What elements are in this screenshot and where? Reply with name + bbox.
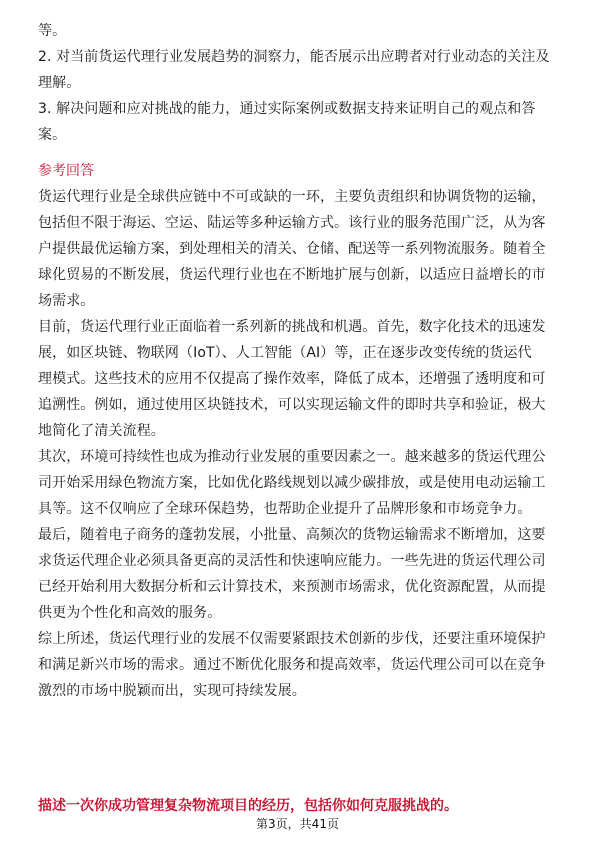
text-line: 具等。这不仅响应了全球环保趋势，也帮助企业提升了品牌形象和市场竞争力。 (38, 501, 532, 517)
text-line: 追溯性。例如，通过使用区块链技术，可以实现运输文件的即时共享和验证，极大 (38, 397, 546, 413)
intro-criteria (38, 18, 560, 148)
text-line: 场需求。 (38, 293, 95, 309)
text-line: 和满足新兴市场的需求。通过不断优化服务和提高效率，货运代理公司可以在竞争 (38, 657, 546, 673)
answer-paragraph (38, 444, 560, 522)
answer-paragraph (38, 522, 560, 626)
text-line: 理解。 (38, 75, 81, 91)
page-content (38, 18, 560, 704)
text-line: 综上所述，货运代理行业的发展不仅需要紧跟技术创新的步伐，还要注重环境保护 (38, 631, 546, 647)
text-line: 已经开始利用大数据分析和云计算技术，来预测市场需求，优化资源配置，从而提 (38, 579, 546, 595)
text-line: 案。 (38, 127, 67, 143)
text-line: 包括但不限于海运、空运、陆运等多种运输方式。该行业的服务范围广泛，从为客 (38, 215, 546, 231)
text-line: 求货运代理企业必须具备更高的灵活性和快速响应能力。一些先进的货运代理公司 (38, 553, 546, 569)
text-line: 2. 对当前货运代理行业发展趋势的洞察力，能否展示出应聘者对行业动态的关注及 (38, 49, 550, 65)
text-line: 户提供最优运输方案，到处理相关的清关、仓储、配送等一系列物流服务。随着全 (38, 241, 546, 257)
next-question: 描述一次你成功管理复杂物流项目的经历，包括你如何克服挑战的。 (38, 798, 458, 814)
text-line: 地简化了清关流程。 (38, 423, 165, 439)
text-line: 展，如区块链、物联网（IoT）、人工智能（AI）等，正在逐步改变传统的货运代 (38, 345, 532, 361)
answer-paragraph (38, 184, 560, 314)
text-line: 目前，货运代理行业正面临着一系列新的挑战和机遇。首先，数字化技术的迅速发 (38, 319, 546, 335)
text-line: 司开始采用绿色物流方案，比如优化路线规划以减少碳排放，或是使用电动运输工 (38, 475, 546, 491)
text-line: 等。 (38, 23, 67, 39)
text-line: 球化贸易的不断发展，货运代理行业也在不断地扩展与创新，以适应日益增长的市 (38, 267, 546, 283)
answer-paragraph (38, 314, 560, 444)
text-line: 理模式。这些技术的应用不仅提高了操作效率，降低了成本，还增强了透明度和可 (38, 371, 546, 387)
text-line: 货运代理行业是全球供应链中不可或缺的一环，主要负责组织和协调货物的运输， (38, 189, 546, 205)
text-line: 其次，环境可持续性也成为推动行业发展的重要因素之一。越来越多的货运代理公 (38, 449, 546, 465)
spacer (38, 148, 560, 156)
text-line: 激烈的市场中脱颖而出，实现可持续发展。 (38, 683, 306, 699)
text-line: 最后，随着电子商务的蓬勃发展，小批量、高频次的货物运输需求不断增加，这要 (38, 527, 546, 543)
text-line: 供更为个性化和高效的服务。 (38, 605, 222, 621)
page-number: 第3页，共41页 (256, 817, 339, 831)
reference-answer-heading: 参考回答 (38, 163, 94, 179)
answer-paragraph (38, 626, 560, 704)
text-line: 3. 解决问题和应对挑战的能力，通过实际案例或数据支持来证明自己的观点和答 (38, 101, 536, 117)
